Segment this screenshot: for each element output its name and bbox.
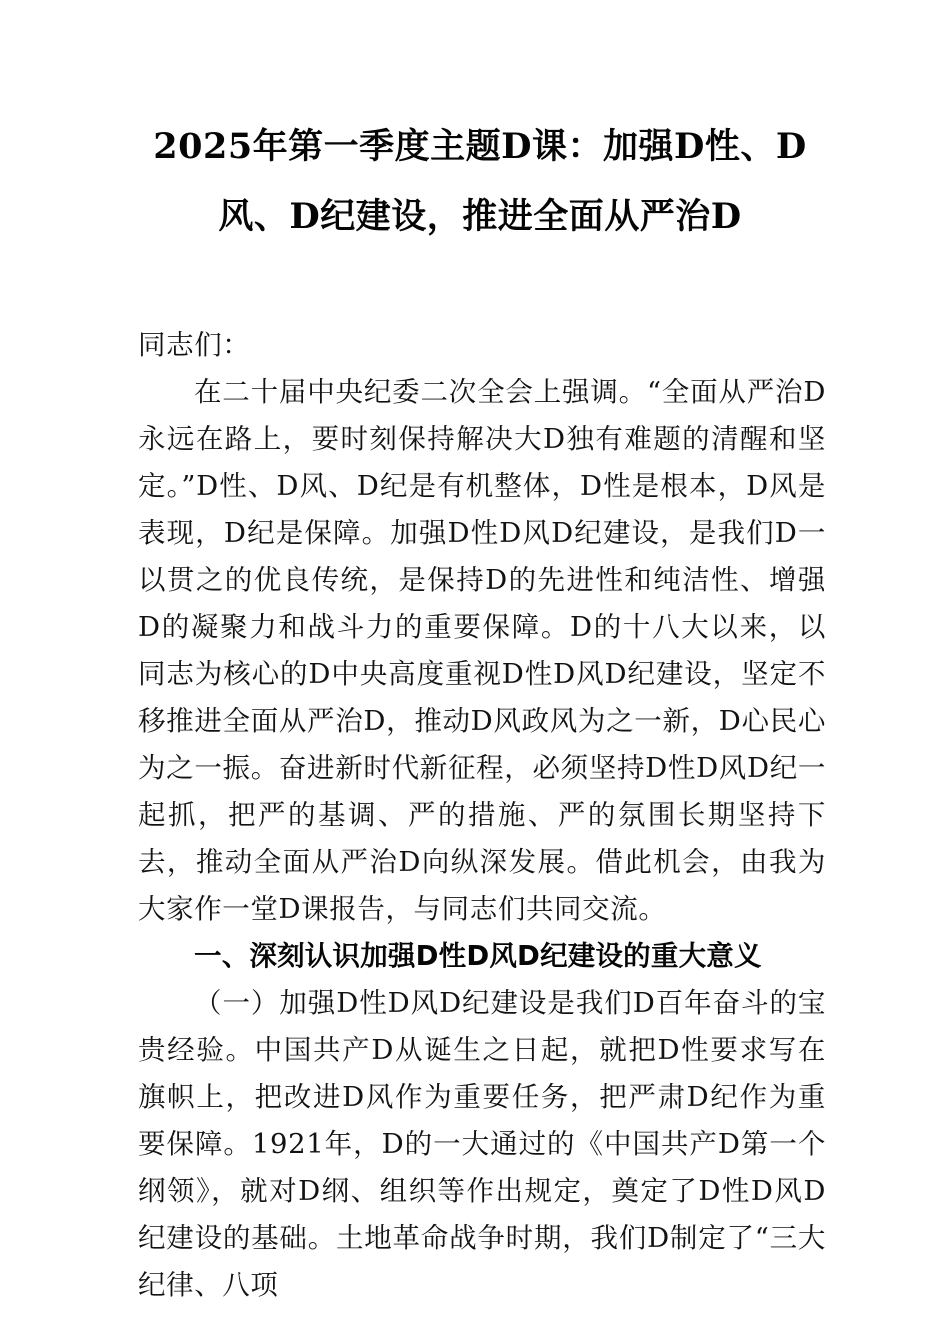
body-paragraph-2: （一）加强D性D风D纪建设是我们D百年奋斗的宝贵经验。中国共产D从诞生之日起，就把D性要求写在旗帜上，把改进D风作为重要任务，把严肃D纪作为重要保障。1921年，D的一大通过的《中国共产D第一个纲领》，就对D纲、组织等作出规定，奠定了D性D风D纪建设的基础。土地革命战争时期，我们D制定了“三大纪律、八项 [138,987,826,1301]
document-title [138,112,822,252]
document-title-line-2: 风、D纪建设，推进全面从严治D [218,196,742,237]
section-heading-1: 一、深刻认识加强D性D风D纪建设的重大意义 [194,940,762,972]
document-title-line-1: 2025年第一季度主题D课：加强D性、D [153,126,807,167]
body-paragraph-1: 在二十届中央纪委二次全会上强调。“全面从严治D永远在路上，要时刻保持解决大D独有难题的清醒和坚定。”D性、D风、D纪是有机整体，D性是根本，D风是表现，D纪是保障。加强D性D风D纪建设，是我们D一以贯之的优良传统，是保持D的先进性和纯洁性、增强D的凝聚力和战斗力的重要保障。D的十八大以来，以同志为核心的D中央高度重视D性D风D纪建设，坚定不移推进全面从严治D，推动D风政风为之一新，D心民心为之一振。奋进新时代新征程，必须坚持D性D风D纪一起抓，把严的基调、严的措施、严的氛围长期坚持下去，推动全面从严治D向纵深发展。借此机会，由我为大家作一堂D课报告，与同志们共同交流。 [138,376,826,925]
document-body [138,322,826,1309]
salutation-line: 同志们： [138,329,251,361]
